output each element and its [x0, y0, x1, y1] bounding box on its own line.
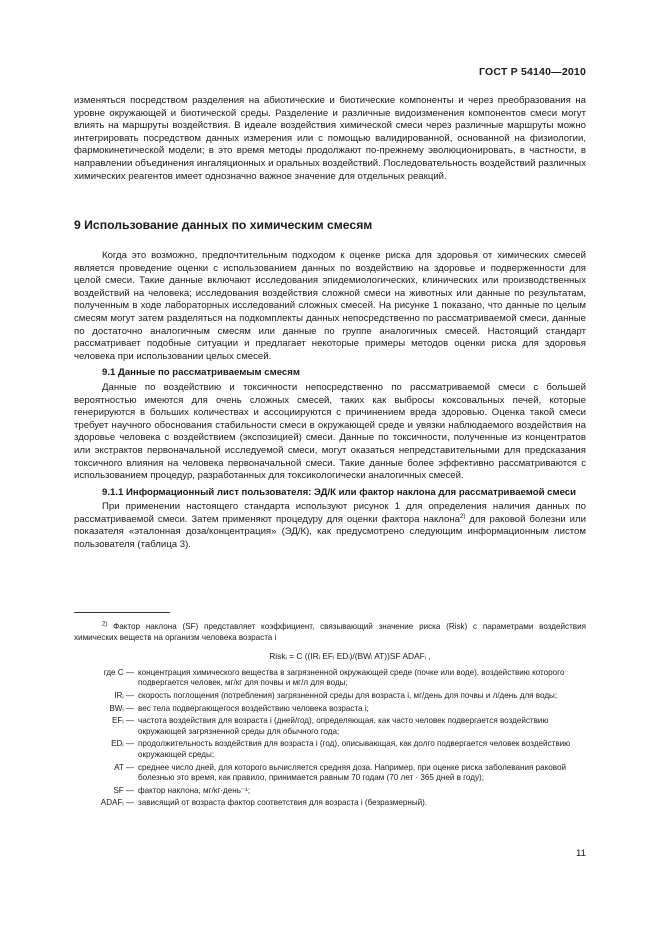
definition-symbol: EFᵢ — — [112, 716, 134, 726]
definition-text: концентрация химического вещества в загрязненной окружающей среде (почке или воде), воздействию которого подвергается человек, мг/кг для почвы и мг/л для воды; — [138, 667, 565, 688]
main-body — [74, 250, 586, 552]
definition-symbol: AT — — [114, 762, 134, 772]
intro-paragraph-block — [74, 95, 586, 183]
section-9-1-1-heading: 9.1.1 Информационный лист пользователя: ЭД/К или фактор наклона для рассматриваемой смеси — [102, 486, 577, 498]
footnote-intro-text: Фактор наклона (SF) представляет коэффициент, связывающий значение риска (Risk) с параметрами воздействия химических веществ на организм человека возраста i — [74, 622, 587, 642]
definition-symbol: BWᵢ — — [109, 703, 134, 713]
definition-text: вес тела подвергающегося воздействию человека возраста i; — [138, 703, 369, 713]
standard-header: ГОСТ Р 54140—2010 — [478, 66, 586, 78]
risk-formula: Riskᵢ = C ((IRᵢ EFᵢ EDᵢ)/(BWᵢ AT))SF ADAFᵢ , — [269, 651, 431, 662]
definition-text: зависящий от возраста фактор соответствия для возраста i (безразмерный). — [138, 798, 428, 808]
section-9-1-1-paragraph — [74, 501, 586, 551]
definition-item — [74, 668, 586, 691]
footnote-reference: 2) — [459, 513, 466, 520]
page-number: 11 — [576, 848, 586, 859]
definition-item — [74, 786, 586, 799]
footnote-divider — [74, 612, 170, 613]
section-9-paragraph: Когда это возможно, предпочтительным подходом к оценке риска для здоровья от химических смесей является проведение оценки с использованием данных по воздействию на здоровье и подверженности для целой смеси. Такие данные включают исследования эпидемиологических, клинических или производственных воздействий на человека; исследования воздействия сложной смеси на животных или данные по результатам, полученным в ходе лабораторных исследований сложных смесей. На рисунке 1 показано, что данные по целым смесям могут затем разделяться на подкомплекты данных непосредственно по рассматриваемой смеси, данные по достаточно аналогичным смесям или данные по группе аналогичных смесей. Настоящий стандарт рассматривает подобные ситуации и предлагает некоторые примеры методов оценки риска для здоровья человека при использовании целых смесей. — [74, 250, 586, 362]
footnote-block — [74, 622, 586, 811]
paragraph-part-a: При применении настоящего стандарта используют рисунок 1 для определения наличия данных по рассматриваемой смеси. Затем применяют процедуру для оценки фактора наклона — [74, 501, 586, 525]
definition-item — [74, 716, 586, 739]
footnote-intro — [74, 622, 586, 643]
definition-text: фактор наклона, мг/кг·день⁻¹; — [138, 785, 251, 795]
definition-text: скорость поглощения (потребления) загрязненной среды для возраста i, мг/день для почвы и л/день для воды; — [138, 690, 558, 700]
paragraph-part-b: для раковой болезни или показателя «эталонная доза/концентрация» (ЭД/К), как предусмотрено следующим информационным листом пользователя (таблица 3). — [74, 513, 586, 551]
section-9-heading: 9 Использование данных по химическим смесям — [74, 218, 373, 232]
definition-item — [74, 798, 586, 811]
definition-item — [74, 704, 586, 717]
definition-item — [74, 763, 586, 786]
definition-text: среднее число дней, для которого вычисляется средняя доза. Например, при оценке риска заболевания раковой болезнью это время, как правило, принимается равным 70 годам (70 лет · 365 дней в году); — [138, 762, 567, 783]
definition-symbol: EDᵢ — — [111, 739, 134, 749]
definition-symbol: SF — — [113, 785, 134, 795]
definition-item — [74, 691, 586, 704]
intro-paragraph: изменяться посредством разделения на абиотические и биотические компоненты и через преобразования на уровне окружающей и биотической среды. Разделение и различные видоизменения компонентов смеси могут влиять на маршруты воздействия. В идеале воздействия химической смеси через различные маршруты можно интегрировать посредством данных измерения или с помощью валидированной, основанной на физиологии, фармокинетической модели; в это время методы продолжают по-прежнему эволюционировать, в частности, в направлении объединения ингаляционных и оральных воздействий. Последовательность воздействий различных химических реагентов имеет однозначно важное значение для отдельных реакций. — [74, 95, 586, 182]
definition-item — [74, 739, 586, 762]
definition-list — [74, 668, 586, 811]
definition-text: продолжительность воздействия для возраста i (год), описывающая, как долго подвергается человек воздействию окружающей среды; — [138, 739, 571, 759]
definition-symbol: IRᵢ — — [114, 690, 134, 700]
definition-symbol: где C — — [103, 667, 134, 677]
definition-symbol: ADAFᵢ — — [100, 798, 134, 808]
footnote-mark: 2) — [102, 621, 108, 628]
section-9-1-heading: 9.1 Данные по рассматриваемым смесям — [102, 367, 300, 379]
definition-text: частота воздействия для возраста i (дней/год), определяющая, как часто человек подвергается воздействию окружающей загрязненной среды для обычного года; — [138, 716, 549, 736]
section-9-1-paragraph: Данные по воздействию и токсичности непосредственно по рассматриваемой смеси с большей вероятностью имеются для очень сложных смесей, таких как выбросы коксовальных печей, которые генерируются в больших количествах и ассоциируются с причинением вреда здоровью. Оценка такой смеси требует научного обоснования стабильности смеси в окружающей среде и увязки наблюдаемого воздействия на здоровье человека с воздействием (экспозицией) смеси. Данные по токсичности, полученные из концентратов или экстрактов первоначальной исследуемой смеси, могут оказаться непредставительными для предсказания токсичного влияния на человека первоначальной смеси. Такие данные более эффективно рассматриваются с использованием процедур, разработанных для токсикологически аналогичных смесей. — [74, 381, 586, 482]
